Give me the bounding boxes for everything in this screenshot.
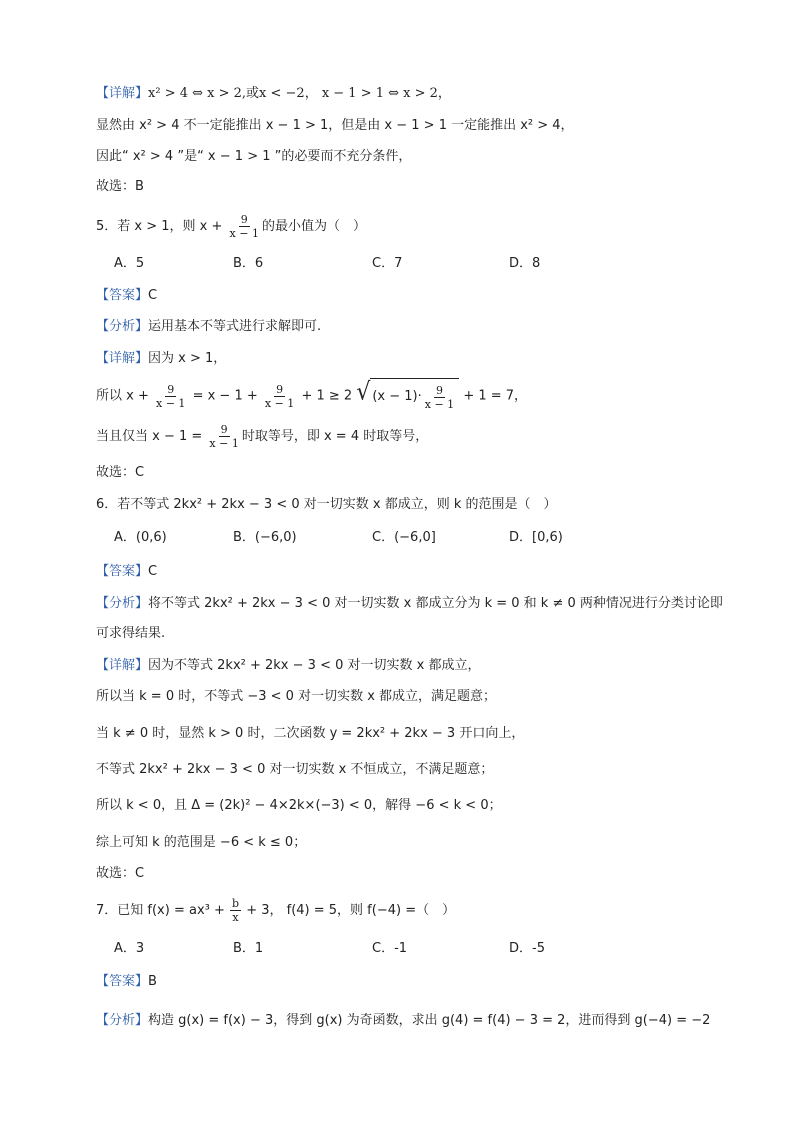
q6-detail3: 当 k ≠ 0 时，显然 k > 0 时，二次函数 y = 2kx² + 2kx − 3 开口向上， bbox=[96, 726, 525, 741]
analysis-text: 将不等式 2kx² + 2kx − 3 < 0 对一切实数 x 都成立分为 k = 0 和 k ≠ 0 两种情况进行分类讨论即 bbox=[148, 596, 723, 611]
q5-analysis bbox=[96, 317, 321, 337]
q6-detail2: 所以当 k = 0 时，不等式 −3 < 0 对一切实数 x 都成立，满足题意； bbox=[96, 689, 497, 704]
q6-option-b: B．(−6,0) bbox=[233, 530, 297, 545]
fraction-denominator: x − 1 bbox=[209, 437, 239, 450]
q5-detail1 bbox=[96, 349, 226, 369]
q4-detail-text: x² > 4 ⇔ x > 2,或x < −2， x − 1 > 1 ⇔ x > 2， bbox=[148, 86, 451, 101]
q6-detail6: 综上可知 k 的范围是 −6 < k ≤ 0； bbox=[96, 835, 307, 850]
fraction-denominator: x − 1 bbox=[264, 396, 295, 410]
answer-value: B bbox=[148, 974, 157, 989]
detail-tag: 【详解】 bbox=[96, 658, 149, 673]
fraction-numerator: 9 bbox=[220, 423, 228, 436]
detail3-prefix: 当且仅当 x − 1 = bbox=[96, 429, 203, 444]
detail-text: 因为不等式 2kx² + 2kx − 3 < 0 对一切实数 x 都成立， bbox=[148, 658, 481, 673]
fraction-numerator: b bbox=[232, 897, 240, 910]
q7-stem-prefix: 7．已知 f(x) = ax³ + bbox=[96, 903, 225, 918]
q6-analysis-line2: 可求得结果. bbox=[96, 626, 166, 641]
root-left: (x − 1)· bbox=[372, 389, 422, 404]
q6-option-a: A．(0,6) bbox=[114, 530, 167, 545]
q5-option-c: C．7 bbox=[372, 256, 403, 271]
fraction-denominator: x − 1 bbox=[424, 397, 455, 411]
detail-tag: 【详解】 bbox=[96, 351, 149, 366]
q5-answer bbox=[96, 286, 157, 306]
analysis-tag: 【分析】 bbox=[96, 1013, 149, 1028]
q6-detail4: 不等式 2kx² + 2kx − 3 < 0 对一切实数 x 不恒成立，不满足题意； bbox=[96, 762, 494, 777]
q7-stem-suffix: + 3， f(4) = 5，则 f(−4) =（ ） bbox=[246, 903, 456, 918]
answer-tag: 【答案】 bbox=[96, 564, 149, 579]
q5-stem-suffix: 的最小值为（ ） bbox=[261, 219, 366, 234]
analysis-text: 构造 g(x) = f(x) − 3，得到 g(x) 为奇函数，求出 g(4) = f(4) − 3 = 2，进而得到 g(−4) = −2 bbox=[148, 1013, 711, 1028]
q4-detail-line bbox=[96, 84, 451, 104]
fraction-numerator: 9 bbox=[276, 382, 284, 396]
answer-tag: 【答案】 bbox=[96, 288, 149, 303]
q5-choose: 故选：C bbox=[96, 465, 145, 480]
answer-value: C bbox=[148, 564, 158, 579]
q6-choose: 故选：C bbox=[96, 866, 145, 881]
q6-detail1 bbox=[96, 656, 480, 676]
q7-option-b: B．1 bbox=[233, 941, 264, 956]
answer-tag: 【答案】 bbox=[96, 974, 149, 989]
detail-text: 因为 x > 1， bbox=[148, 351, 227, 366]
q7-option-a: A．3 bbox=[114, 941, 145, 956]
fraction-denominator: x − 1 bbox=[156, 396, 186, 410]
q7-stem bbox=[96, 894, 455, 928]
q6-analysis bbox=[96, 594, 723, 614]
q7-answer bbox=[96, 972, 157, 992]
detail2-suffix: + 1 = 7， bbox=[463, 388, 528, 404]
q5-stem bbox=[96, 210, 366, 244]
answer-value: C bbox=[148, 288, 158, 303]
fraction-denominator: x bbox=[232, 911, 239, 924]
q7-option-d: D．-5 bbox=[509, 941, 545, 956]
fraction-b-over-x bbox=[230, 897, 241, 924]
fraction-9-over-x-minus-1 bbox=[263, 383, 296, 410]
fraction-9-over-x-minus-1 bbox=[423, 384, 456, 411]
q6-option-c: C．(−6,0] bbox=[372, 530, 436, 545]
detail3-suffix: 时取等号，即 x = 4 时取等号， bbox=[241, 429, 429, 444]
q4-choose: 故选：B bbox=[96, 179, 144, 194]
q6-stem: 6．若不等式 2kx² + 2kx − 3 < 0 对一切实数 x 都成立，则 k 的范围是（ ） bbox=[96, 497, 557, 512]
analysis-text: 运用基本不等式进行求解即可. bbox=[148, 319, 322, 334]
detail2-prefix: 所以 x + bbox=[96, 388, 149, 404]
q6-answer bbox=[96, 562, 157, 582]
fraction-9-over-x-minus-1 bbox=[154, 383, 187, 410]
q6-option-d: D．[0,6) bbox=[509, 530, 563, 545]
fraction-denominator: x − 1 bbox=[229, 227, 259, 240]
q5-option-d: D．8 bbox=[509, 256, 541, 271]
analysis-tag: 【分析】 bbox=[96, 596, 149, 611]
q7-analysis bbox=[96, 1011, 710, 1031]
q5-option-a: A．5 bbox=[114, 256, 145, 271]
q4-line2: 显然由 x² > 4 不一定能推出 x − 1 > 1，但是由 x − 1 > 1 一定能推出 x² > 4， bbox=[96, 118, 574, 133]
q7-option-c: C．-1 bbox=[372, 941, 408, 956]
analysis-tag: 【分析】 bbox=[96, 319, 149, 334]
q5-detail2 bbox=[96, 378, 527, 414]
detail2-mid1: = x − 1 + bbox=[192, 388, 258, 404]
fraction-numerator: 9 bbox=[167, 382, 175, 396]
detail2-mid2: + 1 ≥ 2 bbox=[301, 388, 353, 404]
q5-detail3 bbox=[96, 420, 428, 454]
radical-sign-icon: √ bbox=[356, 378, 371, 406]
q5-stem-prefix: 5．若 x > 1，则 x + bbox=[96, 219, 223, 234]
detail-tag: 【详解】 bbox=[96, 86, 149, 101]
q5-option-b: B．6 bbox=[233, 256, 264, 271]
fraction-numerator: 9 bbox=[240, 213, 248, 226]
q5-stem-fraction bbox=[228, 213, 261, 240]
fraction-numerator: 9 bbox=[435, 383, 443, 397]
fraction-9-over-x-minus-1 bbox=[207, 423, 240, 450]
q6-detail5: 所以 k < 0，且 Δ = (2k)² − 4×2k×(−3) < 0，解得 −6 < k < 0； bbox=[96, 798, 502, 813]
q4-line3: 因此“ x² > 4 ”是“ x − 1 > 1 ”的必要而不充分条件， bbox=[96, 149, 412, 164]
square-root bbox=[356, 378, 459, 414]
